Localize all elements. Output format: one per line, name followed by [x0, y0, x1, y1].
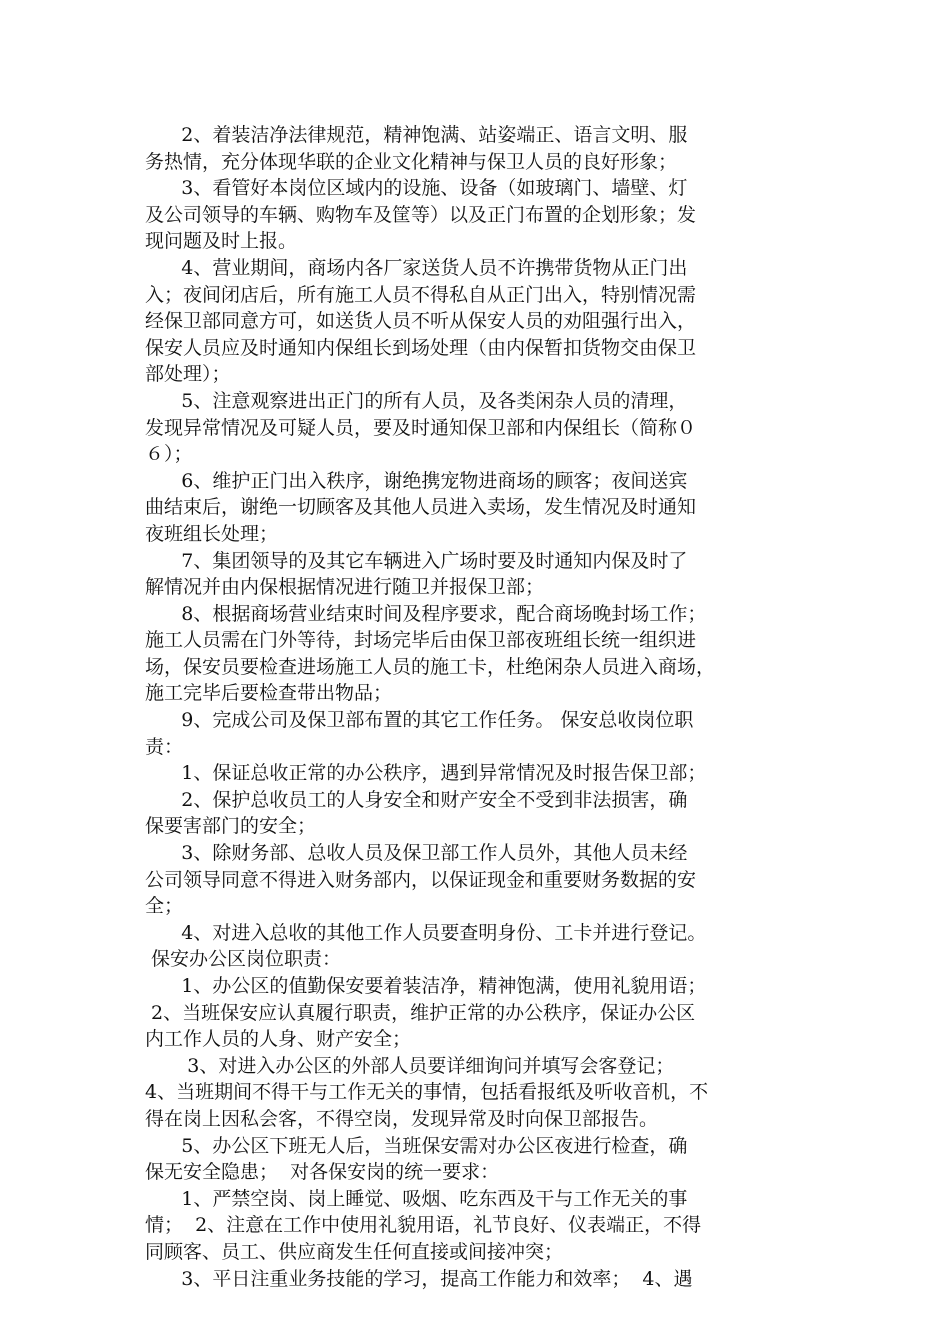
- text-line: 1、保证总收正常的办公秩序，遇到异常情况及时报告保卫部；: [145, 762, 707, 785]
- text-line: 保安人员应及时通知内保组长到场处理（由内保暂扣货物交由保卫: [145, 336, 697, 359]
- text-line: 3、对进入办公区的外部人员要详细询问并填写会客登记；: [145, 1054, 675, 1077]
- text-line: 3、除财务部、总收人员及保卫部工作人员外，其他人员未经: [145, 842, 688, 865]
- text-line: 保安办公区岗位职责：: [145, 948, 342, 971]
- text-line: 2、着装洁净法律规范，精神饱满、站姿端正、语言文明、服: [145, 124, 688, 146]
- text-line: 全；: [145, 895, 184, 918]
- text-line: 曲结束后，谢绝一切顾客及其他人员进入卖场，发生情况及时通知: [145, 496, 697, 519]
- text-line: 7、集团领导的及其它车辆进入广场时要及时通知内保及时了: [145, 549, 688, 572]
- text-line: 3、平日注重业务技能的学习，提高工作能力和效率； 4、遇: [145, 1267, 693, 1290]
- text-line: 得在岗上因私会客，不得空岗，发现异常及时向保卫部报告。: [145, 1107, 659, 1130]
- text-line: 解情况并由内保根据情况进行随卫并报保卫部；: [145, 576, 545, 599]
- text-line: ６）；: [145, 443, 193, 466]
- text-line: 现问题及时上报。: [145, 230, 298, 253]
- text-line: 场，保安员要检查进场施工人员的施工卡，杜绝闲杂人员进入商场，: [145, 655, 716, 678]
- text-line: 9、完成公司及保卫部布置的其它工作任务。 保安总收岗位职: [145, 709, 694, 732]
- text-line: 发现异常情况及可疑人员，要及时通知保卫部和内保组长（简称０: [145, 416, 697, 439]
- text-line: 内工作人员的人身、财产安全；: [145, 1028, 412, 1051]
- text-line: 务热情，充分体现华联的企业文化精神与保卫人员的良好形象；: [145, 150, 678, 173]
- text-line: 经保卫部同意方可，如送货人员不听从保安人员的劝阻强行出入，: [145, 310, 697, 333]
- document-page: [145, 122, 825, 1292]
- text-line: 夜班组长处理；: [145, 522, 279, 545]
- text-line: 8、根据商场营业结束时间及程序要求，配合商场晚封场工作；: [145, 602, 707, 625]
- text-line: 1、办公区的值勤保安要着装洁净，精神饱满，使用礼貌用语；: [145, 975, 707, 997]
- text-line: 4、当班期间不得干与工作无关的事情，包括看报纸及听收音机，不: [145, 1081, 709, 1104]
- text-line: 责：: [145, 735, 184, 758]
- text-line: 2、当班保安应认真履行职责，维护正常的办公秩序，保证办公区: [145, 1001, 696, 1024]
- text-line: 保要害部门的安全；: [145, 815, 317, 838]
- text-line: 保无安全隐患； 对各保安岗的统一要求：: [145, 1161, 500, 1184]
- text-line: 4、营业期间，商场内各厂家送货人员不许携带货物从正门出: [145, 256, 688, 279]
- text-line: 公司领导同意不得进入财务部内，以保证现金和重要财务数据的安: [145, 868, 697, 891]
- text-line: 5、办公区下班无人后，当班保安需对办公区夜进行检查，确: [145, 1134, 688, 1157]
- text-line: 2、保护总收员工的人身安全和财产安全不受到非法损害，确: [145, 788, 688, 811]
- text-line: 4、对进入总收的其他工作人员要查明身份、工卡并进行登记。: [145, 921, 707, 944]
- text-line: 同顾客、员工、供应商发生任何直接或间接冲突；: [145, 1240, 564, 1263]
- text-line: 5、注意观察进出正门的所有人员，及各类闲杂人员的清理，: [145, 389, 688, 412]
- text-line: 情； 2、注意在工作中使用礼貌用语，礼节良好、仪表端正，不得: [145, 1214, 702, 1237]
- text-line: 6、维护正门出入秩序，谢绝携宠物进商场的顾客；夜间送宾: [145, 469, 688, 492]
- text-line: 部处理）；: [145, 363, 231, 386]
- text-line: 及公司领导的车辆、购物车及筐等）以及正门布置的企划形象；发: [145, 203, 697, 226]
- text-line: 施工完毕后要检查带出物品；: [145, 682, 393, 705]
- text-line: 施工人员需在门外等待，封场完毕后由保卫部夜班组长统一组织进: [145, 629, 697, 652]
- text-line: 入；夜间闭店后，所有施工人员不得私自从正门出入，特别情况需: [145, 283, 697, 306]
- text-line: 1、严禁空岗、岗上睡觉、吸烟、吃东西及干与工作无关的事: [145, 1187, 688, 1210]
- text-line: 3、看管好本岗位区域内的设施、设备（如玻璃门、墙壁、灯: [145, 177, 688, 200]
